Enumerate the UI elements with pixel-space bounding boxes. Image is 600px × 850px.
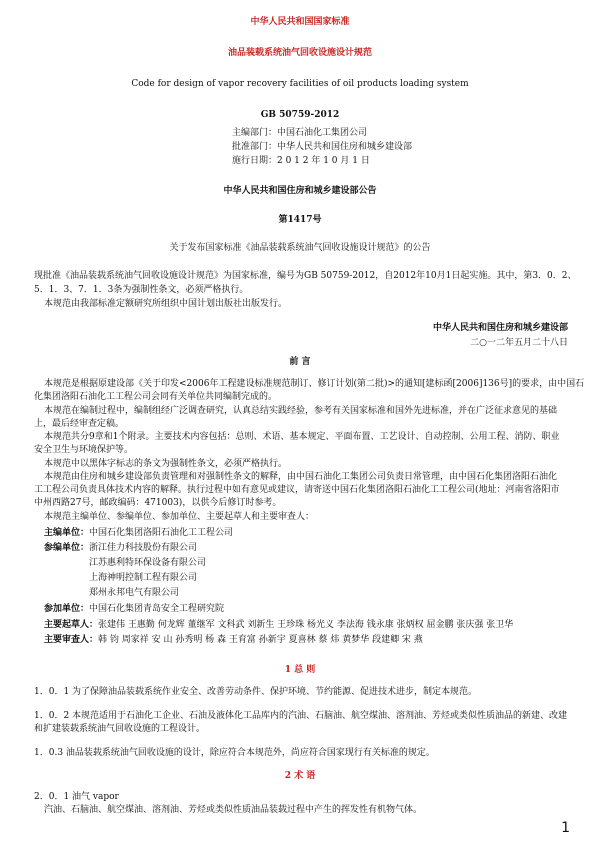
announcement-title: 中华人民共和国住房和城乡建设部公告 [223,186,377,196]
chapter-1-heading: 1 总 则 [284,665,316,675]
preface-line: 工工程公司负责具体技术内容的解释。执行过程中如有意见或建议，请寄送中国石化集团洛阳石油化工工程公司(地址：河南省洛阳市 [34,485,560,495]
preface-line: 本规范是根据原建设部《关于印发<2006年工程建设标准规范制订、修订计划(第二批)>的通知[建标函[2006]136号]的要求，由中国石 [44,379,585,389]
participating-unit: 郑州永邦电气有限公司 [89,588,180,598]
participating-unit: 浙江佳力科技股份有限公司 [89,543,198,553]
preface-line: 安全卫生与环境保护等。 [34,445,134,455]
preface-line: 中州西路27号，邮政编码：471003)，以供今后修订时参考。 [34,498,282,508]
preface-line: 本规范主编单位、参编单位、参加单位、主要起草人和主要审查人： [44,512,315,522]
standard-title-cn: 油品装载系统油气回收设施设计规范 [227,48,372,58]
participating-unit: 上海神明控制工程有限公司 [89,573,198,583]
standard-title-en: Code for design of vapor recovery facilities of oil products loading system [131,79,469,89]
reviewers-names: 韩 钧 周家祥 安 山 孙秀明 杨 森 王育富 孙新宇 夏喜林 蔡 炜 黄梦华 段建卿 宋 燕 [98,635,423,645]
joined-label: 参加单位： [44,604,90,614]
approval-department: 批准部门：中华人民共和国住房和城乡建设部 [232,142,413,152]
participating-label: 参编单位： [44,543,90,553]
chief-unit-value: 中国石化集团洛阳石油化工工程公司 [89,528,234,538]
announcement-issuer: 中华人民共和国住房和城乡建设部 [432,323,568,333]
standard-code: GB 50759-2012 [260,110,340,120]
preface-line: 本规范在编制过程中，编制组经广泛调查研究，认真总结实践经验，参考有关国家标准和国外先进标准，并在广泛征求意见的基础 [44,406,558,416]
chief-department: 主编部门：中国石油化工集团公司 [232,128,368,138]
announcement-subject: 关于发布国家标准《油品装载系统油气回收设施设计规范》的公告 [169,243,431,253]
announcement-number: 第1417号 [278,215,322,225]
announcement-line-3: 本规范由我部标准定额研究所组织中国计划出版社出版发行。 [44,299,288,309]
announcement-date: 二○一二年五月二十八日 [470,338,568,348]
preface-heading: 前 言 [289,357,311,367]
clause-1-0-3: 1．0.3 油品装载系统油气回收设施的设计，除应符合本规范外，尚应符合国家现行有关标准的规定。 [34,748,435,758]
joined-unit: 中国石化集团青岛安全工程研究院 [89,604,225,614]
chapter-2-heading: 2 术 语 [284,771,316,781]
announcement-line-2: 5．1．3、7．1．3条为强制性条文，必须严格执行。 [34,285,249,295]
preface-line: 化集团洛阳石油化工工程公司会同有关单位共同编制完成的。 [34,392,278,402]
preface-line: 上，最后经审查定稿。 [34,419,125,429]
chief-unit [44,525,233,538]
drafters-names: 张建伟 王惠勤 何龙辉 董继军 文科武 刘新生 王珍珠 杨光义 李法海 钱永康 张炳权 屈金鹏 张庆强 张卫华 [98,620,514,630]
reviewers-label: 主要审查人： [44,635,99,645]
chief-unit-label: 主编单位： [44,528,90,538]
term-2-0-1: 2．0．1 油气 vapor [34,792,119,802]
participating-units [44,540,197,553]
joined-units [44,601,224,614]
term-2-0-1-definition: 汽油、石脑油、航空煤油、溶剂油、芳烃或类似性质油品装载过程中产生的挥发性有机物气体。 [44,805,423,815]
page-number: 1 [561,820,570,836]
clause-1-0-1: 1．0．1 为了保障油品装载系统作业安全、改善劳动条件、保护环境、节约能源、促进技术进步，制定本规范。 [34,687,478,697]
preface-line: 本规范中以黑体字标志的条文为强制性条文，必须严格执行。 [44,459,288,469]
clause-1-0-2: 1．0．2 本规范适用于石油化工企业、石油及液体化工品库内的汽油、石脑油、航空煤油、溶剂油、芳烃或类似性质油品的新建、改建 [34,711,568,721]
drafters-label: 主要起草人： [44,620,99,630]
clause-1-0-2-cont: 和扩建装载系统油气回收设施的工程设计。 [34,724,206,734]
preface-line: 本规范由住房和城乡建设部负责管理和对强制性条文的解释，由中国石油化工集团公司负责日常管理，由中国石化集团洛阳石油化 [44,472,558,482]
drafters [44,617,513,630]
national-standard-label: 中华人民共和国国家标准 [250,17,350,27]
preface-line: 本规范共分9章和1个附录。主要技术内容包括：总则、术语、基本规定、平面布置、工艺设计、自动控制、公用工程、消防、职业 [44,432,560,442]
announcement-line-1: 现批准《油品装载系统油气回收设施设计规范》为国家标准，编号为GB 50759-2012，自2012年10月1日起实施。其中，第3．0．2、 [34,271,577,281]
participating-unit: 江苏惠利特环保设备有限公司 [89,558,207,568]
effective-date: 施行日期：2 0 1 2 年 1 0 月 1 日 [232,156,370,166]
reviewers [44,632,423,645]
